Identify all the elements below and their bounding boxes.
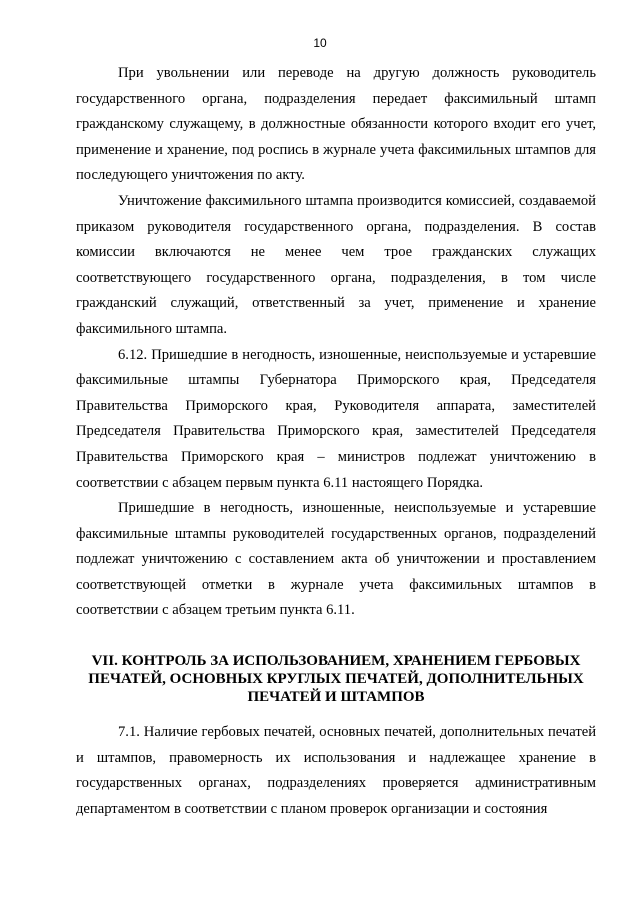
- page-number: 10: [313, 36, 327, 50]
- paragraph-6-12: 6.12. Пришедшие в негодность, изношенные, неиспользуемые и устаревшие факсимильные штампы Губернатора Приморского края, Председателя Правительства Приморского края, Руководителя аппарата, заместителей Председателя Правительства Приморского края, заместителей Председателя Правительства Приморского края – министров подлежат уничтожению в соответствии с абзацем первым пункта 6.11 настоящего Порядка.: [76, 346, 596, 491]
- section-heading-line-3: ПЕЧАТЕЙ И ШТАМПОВ: [247, 689, 425, 706]
- paragraph-dismissal-transfer: При увольнении или переводе на другую должность руководитель государственного органа, подразделения передает факсимильный штамп гражданскому служащему, в должностные обязанности которого входит его учет, применение и хранение, под роспись в журнале учета факсимильных штампов для последующего уничтожения по акту.: [76, 65, 596, 184]
- section-heading-line-1: VII. КОНТРОЛЬ ЗА ИСПОЛЬЗОВАНИЕМ, ХРАНЕНИЕМ ГЕРБОВЫХ: [91, 653, 581, 670]
- paragraph-7-1: 7.1. Наличие гербовых печатей, основных печатей, дополнительных печатей и штампов, правомерность их использования и надлежащее хранение в государственных органах, подразделениях проверяется административным департаментом в соответствии с планом проверок организации и состояния: [76, 724, 596, 817]
- section-heading-line-2: ПЕЧАТЕЙ, ОСНОВНЫХ КРУГЛЫХ ПЕЧАТЕЙ, ДОПОЛНИТЕЛЬНЫХ: [88, 671, 584, 688]
- document-body: [76, 61, 596, 822]
- paragraph-unusable-stamps: Пришедшие в негодность, изношенные, неиспользуемые и устаревшие факсимильные штампы руководителей государственных органов, подразделений подлежат уничтожению с составлением акта об уничтожении и проставлением соответствующей отметки в журнале учета факсимильных штампов в соответствии с абзацем третьим пункта 6.11.: [76, 500, 596, 619]
- section-heading: [76, 652, 596, 706]
- paragraph-destruction-commission: Уничтожение факсимильного штампа производится комиссией, создаваемой приказом руководителя государственного органа, подразделения. В состав комиссии включаются не менее чем трое гражданских служащих соответствующего государственного органа, подразделения, в том числе гражданский служащий, ответственный за учет, применение и хранение факсимильного штампа.: [76, 192, 596, 337]
